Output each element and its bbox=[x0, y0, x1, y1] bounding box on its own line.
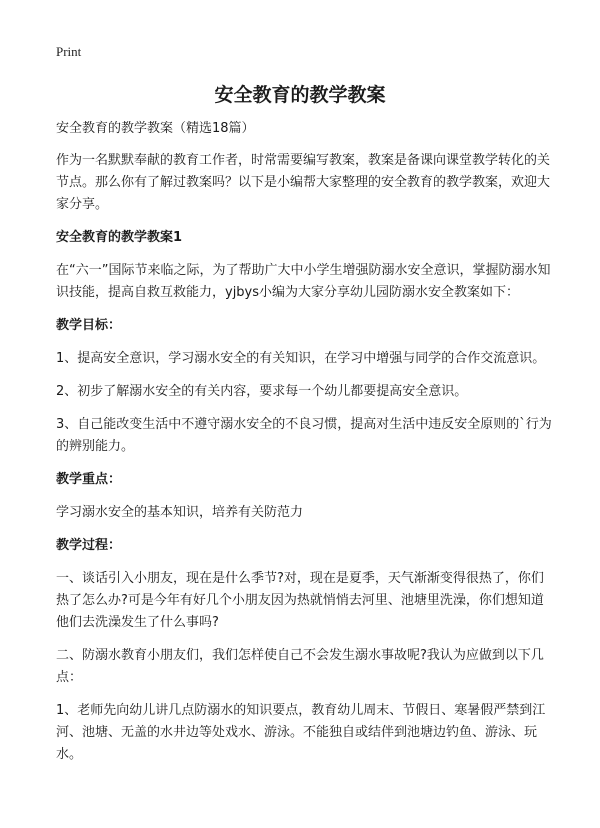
process-heading: 教学过程： bbox=[56, 538, 122, 553]
print-link[interactable]: Print bbox=[56, 44, 82, 59]
process-step-2: 二、防溺水教育小朋友们，我们怎样使自己不会发生溺水事故呢?我认为应做到以下几点： bbox=[56, 648, 544, 685]
goal-item-2: 2、初步了解溺水安全的有关内容，要求每一个幼儿都要提高安全意识。 bbox=[56, 384, 468, 399]
document-subtitle: 安全教育的教学教案（精选18篇） bbox=[56, 121, 255, 136]
document-title: 安全教育的教学教案 bbox=[214, 84, 386, 106]
section-heading: 安全教育的教学教案1 bbox=[56, 230, 183, 245]
goal-item-3: 3、自己能改变生活中不遵守溺水安全的不良习惯，提高对生活中违反安全原则的`行为的辨别能力。 bbox=[56, 417, 552, 454]
process-step-1: 一、谈话引入小朋友，现在是什么季节?对，现在是夏季，天气渐渐变得很热了，你们热了怎么办?可是今年有好几个小朋友因为热就悄悄去河里、池塘里洗澡，你们想知道他们去洗澡发生了什么事吗? bbox=[56, 571, 544, 630]
intro-paragraph: 作为一名默默奉献的教育工作者，时常需要编写教案，教案是备课向课堂教学转化的关节点。那么你有了解过教案吗？以下是小编帮大家整理的安全教育的教学教案，欢迎大家分享。 bbox=[56, 153, 551, 212]
process-step-2-item-1: 1、老师先向幼儿讲几点防溺水的知识要点，教育幼儿周末、节假日、寒暑假严禁到江河、池塘、无盖的水井边等处戏水、游泳。不能独自或结伴到池塘边钓鱼、游泳、玩水。 bbox=[56, 703, 546, 762]
focus-heading: 教学重点： bbox=[56, 472, 122, 487]
goals-heading: 教学目标： bbox=[56, 318, 122, 333]
goal-item-1: 1、提高安全意识，学习溺水安全的有关知识，在学习中增强与同学的合作交流意识。 bbox=[56, 351, 546, 366]
focus-text: 学习溺水安全的基本知识，培养有关防范力 bbox=[56, 505, 304, 520]
document-body bbox=[56, 118, 556, 777]
section-intro-paragraph: 在“六一”国际节来临之际，为了帮助广大中小学生增强防溺水安全意识，掌握防溺水知识技能，提高自救互救能力，yjbys小编为大家分享幼儿园防溺水安全教案如下： bbox=[56, 263, 551, 300]
